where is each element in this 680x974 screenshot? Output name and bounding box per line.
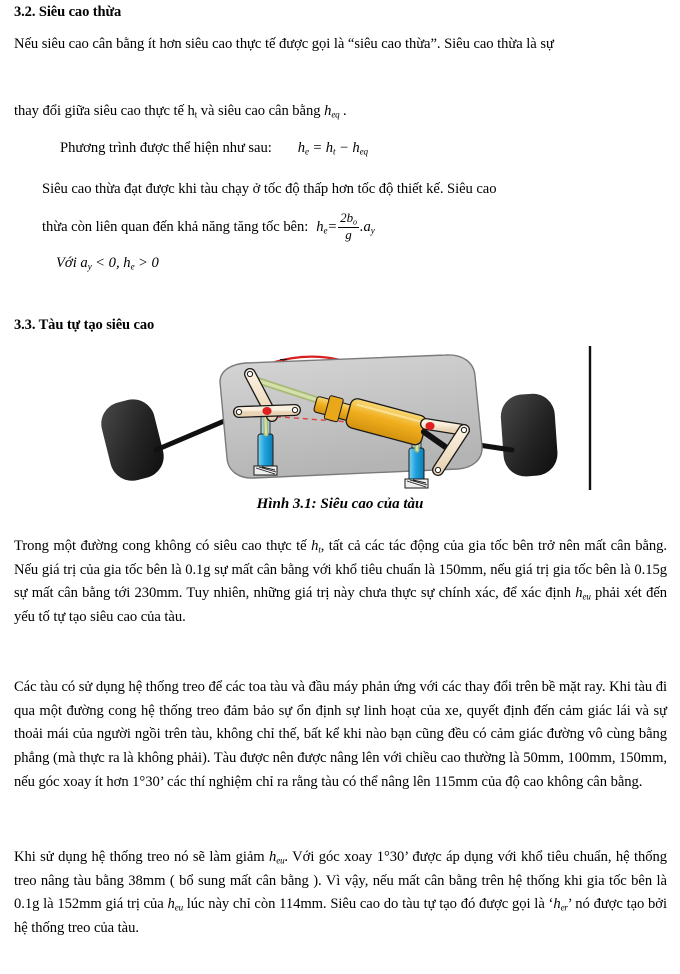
figure-caption [0,496,680,513]
heading-section-3-3 [14,316,414,334]
variable-h-er [553,896,567,912]
eq1-t2: h [352,140,360,156]
figure-3-1 [0,338,680,498]
numerator-coefficient: 2b [340,209,354,225]
variable-h-eq [324,103,339,119]
excess-cant-line-1: Siêu cao thừa đạt được khi tàu chạy ở tốc độ thấp hơn tốc độ thiết kế. Siêu cao [42,181,497,197]
equation-1-lead: Phương trình được thể hiện như sau: [60,140,272,156]
eq1-t1-sub: t [333,146,336,157]
variable-h-eu-1 [575,585,590,601]
variable-h-eu-3-sub: eu [174,902,183,913]
variable-h-eq-base: h [324,103,332,119]
eq1-t1: h [325,140,334,156]
eq2-equals: = [327,218,338,235]
variable-h-er-base: h [553,896,561,913]
variable-h-t-sub: t [318,544,321,555]
body1-part-b: , tất cả các tác động của gia tốc bên trở nên mất cân bằng. Nếu giá trị của gia tốc bên là 0.1g sự mất cân bằng với khổ tiêu chuẩn là 150mm, nếu giá trị gia tốc bên là 0.15g sự mất cân bằng tới 230mm. Tuy nhiên, những giá trị này chưa thực sự chính xác, để xác định [14,538,667,602]
figure-caption-text: Hình 3.1: Siêu cao của tàu [256,496,424,512]
note-suffix: > 0 [134,255,159,271]
right-wheel [499,392,559,478]
equation-1-line [60,137,680,161]
paragraph-body-3 [14,846,667,941]
note-condition [56,255,456,272]
note-condition-text [56,255,456,272]
equation-2-fraction [338,211,359,243]
note-middle: < 0, h [91,255,131,271]
body1-part-c: phải xét đến yếu tố tự tạo siêu cao của tàu. [14,585,667,625]
body3-part-a: Khi sử dụng hệ thống treo nó sẽ làm giảm [14,849,270,865]
variable-h-eu-2-base: h [269,849,277,865]
equation-1-row [60,137,680,161]
body3-part-c: lúc này chỉ còn 114mm. Siêu cao do tàu tự tạo đó được gọi là ‘ [182,896,554,913]
paragraph-intro-text: Nếu siêu cao cân bằng ít hơn siêu cao thực tế được gọi là “siêu cao thừa”. Siêu cao thừa là sự [14,36,554,52]
variable-h-t-base: h [311,538,319,554]
subscript-eq: eq [331,109,340,120]
paragraph-body-1-text [14,535,667,630]
eq1-op2: − [335,140,353,156]
paragraph-definition [14,100,667,124]
fraction-denominator: g [338,227,359,243]
paragraph-body-1 [14,535,667,630]
left-pivot-marker [262,407,271,415]
body3-part-b: . Với góc xoay 1°30’ được áp dụng với khổ tiêu chuẩn, hệ thống treo nâng tàu bằng 38mm ( bổ sung mất cân bằng ). Vì vậy, nếu mất cân bằng trên hệ thống khi gia tốc bên là 0.1g là 152mm giá trị của [14,849,667,913]
body1-part-a: Trong một đường cong không có siêu cao thực tế [14,538,312,554]
eq2-multiplier: .a [359,218,371,235]
heading-3-3-text: 3.3. Tàu tự tạo siêu cao [14,317,155,333]
eq2-multiplier-sub: y [370,225,375,236]
definition-lead: thay đổi giữa siêu cao thực tế h [14,103,195,119]
fraction-numerator [338,211,359,227]
note-sub-e: e [130,261,135,272]
variable-h-eu-2-sub: eu [276,855,285,866]
equation-1-expression [298,137,368,161]
eq1-op1: = [308,140,326,156]
variable-h-eu-1-sub: eu [582,591,591,602]
left-wheel [97,395,169,486]
variable-h-eu-3-base: h [167,896,175,913]
eq1-lhs-sub: e [304,146,309,157]
eq2-lhs: h [316,218,324,235]
note-sub-y: y [87,261,92,272]
paragraph-body-2 [14,676,667,794]
equation-2-expression [316,211,374,243]
numerator-subscript: o [353,216,357,226]
excess-cant-lead: thừa còn liên quan đến khả năng tăng tốc bên: [42,218,309,235]
eq1-t2-sub: eq [359,146,368,157]
right-pivot-marker [425,422,434,430]
paragraph-intro [14,33,667,57]
subscript-t: t [194,109,198,120]
variable-h-eu-3 [168,896,183,912]
variable-h-eu-2 [269,849,284,865]
definition-period: . [339,103,347,119]
eq2-lhs-sub: e [323,225,328,236]
suspension-diagram-svg [60,338,620,498]
variable-h-er-sub: er [560,902,568,913]
eq1-lhs: h [297,140,305,156]
paragraph-definition-text [14,100,667,124]
definition-mid: và siêu cao cân bằng [197,103,325,119]
excess-cant-line-2 [42,211,667,243]
heading-3-2-text: 3.2. Siêu cao thừa [14,4,122,20]
variable-h-eu-1-base: h [575,585,583,602]
paragraph-body-3-text [14,846,667,941]
heading-section-3-2 [14,3,414,21]
paragraph-body-2-text: Các tàu có sử dụng hệ thống treo để các toa tàu và đầu máy phản ứng với các thay đổi trên bề mặt ray. Khi tàu đi qua một đường cong hệ thống treo đảm bảo sự ổn định sự linh hoạt của xe, quyết định đến cảm giác lái và sự thoải mái của người ngồi trên tàu, không chỉ thế, bất kể khi nào bạn cũng đều có cảm giác đường vô cùng bằng phẳng (mà thực ra là không phải). Tàu được nên được nâng lên với chiều cao thường là 50mm, 100mm, 150mm, nếu góc xoay ít hơn 1°30’ các thí nghiệm chỉ ra rằng tàu có thể nâng lên 115mm của độ cao không cân bằng. [14,679,667,790]
body3-part-d: ’ nó được tạo bởi hệ thống treo của tàu. [14,896,667,936]
note-prefix: Với a [56,255,88,271]
variable-h-t [311,538,321,554]
paragraph-excess-cant [42,178,667,243]
figure-canvas [0,338,680,513]
